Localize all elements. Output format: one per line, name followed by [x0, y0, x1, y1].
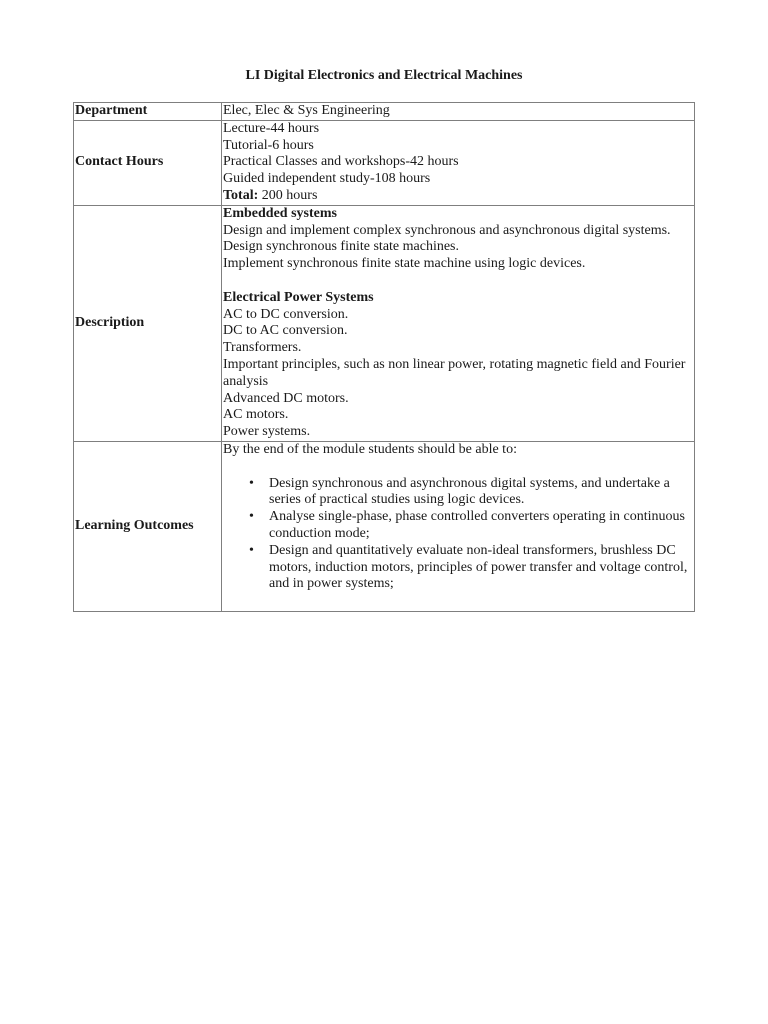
learning-outcomes-label: Learning Outcomes [74, 441, 222, 611]
document-title: LI Digital Electronics and Electrical Machines [245, 68, 523, 83]
power-systems-heading: Electrical Power Systems [223, 289, 374, 305]
contact-hours-total [223, 188, 693, 205]
list-item: • Design synchronous and asynchronous digital systems, and undertake a series of practical studies using logic devices. [269, 476, 693, 510]
contact-hours-content [222, 120, 695, 205]
module-table [73, 102, 695, 612]
learning-outcomes-row [74, 441, 695, 611]
description-line: Transformers. [223, 340, 302, 356]
contact-hours-line: Guided independent study-108 hours [223, 171, 431, 187]
learning-outcomes-content [222, 441, 695, 611]
description-line: Design and implement complex synchronous and asynchronous digital systems. [223, 222, 671, 238]
description-line: Design synchronous finite state machines. [223, 239, 460, 255]
contact-hours-row [74, 120, 695, 205]
description-line: Advanced DC motors. [223, 390, 349, 406]
contact-hours-label: Contact Hours [74, 120, 222, 205]
description-line: Power systems. [223, 424, 311, 440]
description-content [222, 205, 695, 441]
description-row [74, 205, 695, 441]
department-label: Department [74, 103, 222, 121]
total-value: 200 hours [258, 187, 318, 203]
department-value: Elec, Elec & Sys Engineering [222, 103, 695, 121]
list-item: • Design and quantitatively evaluate non-ideal transformers, brushless DC motors, induction motors, principles of power transfer and voltage control, and in power systems; [269, 543, 693, 593]
department-row [74, 103, 695, 121]
embedded-systems-heading: Embedded systems [223, 205, 337, 221]
paragraph-gap [223, 273, 693, 290]
list-item: • Analyse single-phase, phase controlled converters operating in continuous conduction mode; [269, 509, 693, 543]
contact-hours-line: Tutorial-6 hours [223, 137, 314, 153]
description-line: AC to DC conversion. [223, 306, 349, 322]
description-line: AC motors. [223, 407, 289, 423]
contact-hours-line: Lecture-44 hours [223, 120, 320, 136]
learning-outcomes-intro: By the end of the module students should be able to: [223, 441, 517, 457]
total-label: Total: [223, 187, 259, 203]
paragraph-gap [223, 459, 693, 476]
contact-hours-line: Practical Classes and workshops-42 hours [223, 154, 459, 170]
description-label: Description [74, 205, 222, 441]
description-line: DC to AC conversion. [223, 323, 348, 339]
description-line: Important principles, such as non linear power, rotating magnetic field and Fourier analysis [223, 356, 686, 389]
learning-outcomes-list [223, 476, 693, 594]
description-line: Implement synchronous finite state machine using logic devices. [223, 256, 586, 272]
